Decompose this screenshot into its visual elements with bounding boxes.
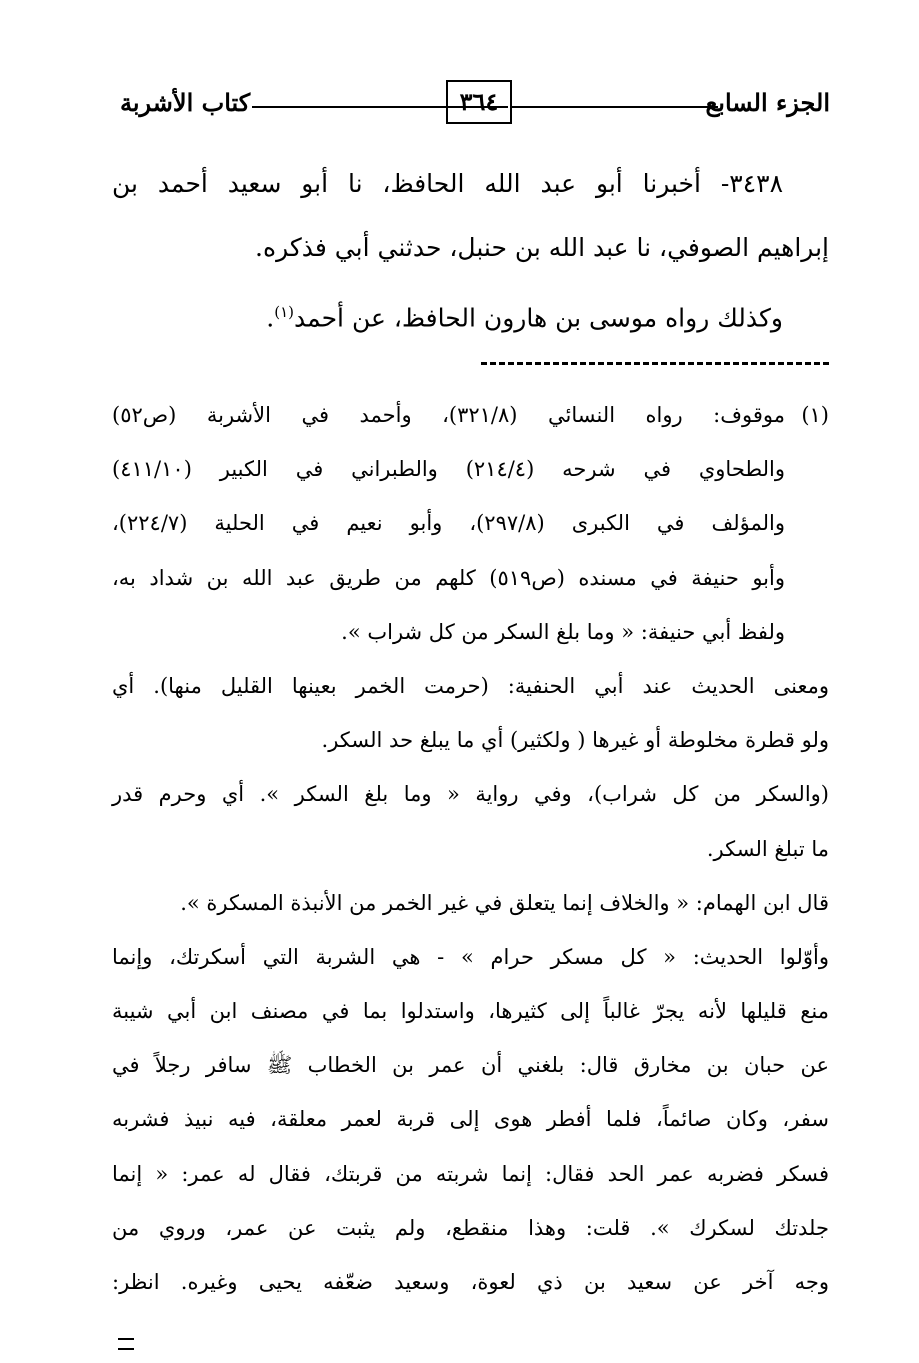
header-rule-right — [512, 106, 718, 108]
book-title: كتاب الأشربة — [120, 88, 251, 117]
footnote-line: منع قليلها لأنه يجرّ غالباً إلى كثيرها، واستدلوا بما في مصنف ابن أبي شيبة — [112, 999, 829, 1024]
footnotes — [112, 388, 829, 1309]
continuation-mark — [118, 1338, 134, 1350]
footnote-line: سفر، وكان صائماً، فلما أفطر هوى إلى قربة لعمر معلقة، فيه نبيذ فشربه — [112, 1107, 829, 1132]
footnote-line: وأبو حنيفة في مسنده (ص٥١٩) كلهم من طريق عبد الله بن شداد به، — [112, 565, 785, 590]
page-number-box: ٣٦٤ — [446, 80, 512, 124]
main-line: إبراهيم الصوفي، نا عبد الله بن حنبل، حدثني أبي فذكره. — [255, 233, 829, 262]
volume-label: الجزء السابع — [705, 88, 830, 117]
footnote-line: قال ابن الهمام: « والخلاف إنما يتعلق في غير الخمر من الأنبذة المسكرة ». — [180, 890, 829, 915]
footnote-line: والطحاوي في شرحه (٢١٤/٤) والطبراني في الكبير (٤١١/١٠) — [112, 457, 785, 482]
footnote-line: والمؤلف في الكبرى (٢٩٧/٨)، وأبو نعيم في الحلية (٢٢٤/٧)، — [112, 511, 785, 536]
footnote-line: جلدتك لسكرك ». قلت: وهذا منقطع، ولم يثبت عن عمر، وروي من — [112, 1215, 829, 1240]
main-text — [112, 152, 829, 344]
footnote-line: فسكر فضربه عمر الحد فقال: إنما شربته من قربتك، فقال له عمر: « إنما — [112, 1161, 829, 1186]
footnote-line: ولفظ أبي حنيفة: « وما بلغ السكر من كل شراب ». — [341, 619, 785, 644]
footnote-line-text: موقوف: رواه النسائي (٣٢١/٨)، وأحمد في الأشربة (ص٥٢) — [112, 403, 785, 427]
footnote-line: عن حبان بن مخارق قال: بلغني أن عمر بن الخطاب ﷺ سافر رجلاً في — [112, 1053, 829, 1078]
main-line: ٣٤٣٨- أخبرنا أبو عبد الله الحافظ، نا أبو سعيد أحمد بن — [112, 169, 783, 198]
footnote-line: (والسكر من كل شراب)، وفي رواية « وما بلغ السكر ». أي وحرم قدر — [112, 782, 829, 807]
header-rule-left — [252, 106, 508, 108]
footnote-number: (١) — [801, 403, 829, 427]
main-line-text: وكذلك رواه موسى بن هارون الحافظ، عن أحمد — [294, 303, 783, 333]
main-line — [112, 280, 829, 344]
footnote-line: ومعنى الحديث عند أبي الحنفية: (حرمت الخمر بعينها القليل منها). أي — [112, 673, 829, 698]
footnote-reference: (١) — [274, 303, 295, 321]
footnote-line: وجه آخر عن سعيد بن ذي لعوة، وسعيد ضعّفه يحيى وغيره. انظر: — [112, 1270, 829, 1294]
main-line-end: . — [266, 303, 275, 333]
footnote-line: ما تبلغ السكر. — [706, 836, 829, 861]
footnote-line: وأوّلوا الحديث: « كل مسكر حرام » - هي الشربة التي أسكرتك، وإنما — [112, 944, 829, 969]
running-header — [120, 78, 830, 134]
footnote-line — [112, 388, 829, 442]
footnote-separator — [481, 362, 829, 365]
footnote-line: ولو قطرة مخلوطة أو غيرها ( ولكثير) أي ما يبلغ حد السكر. — [321, 728, 829, 753]
